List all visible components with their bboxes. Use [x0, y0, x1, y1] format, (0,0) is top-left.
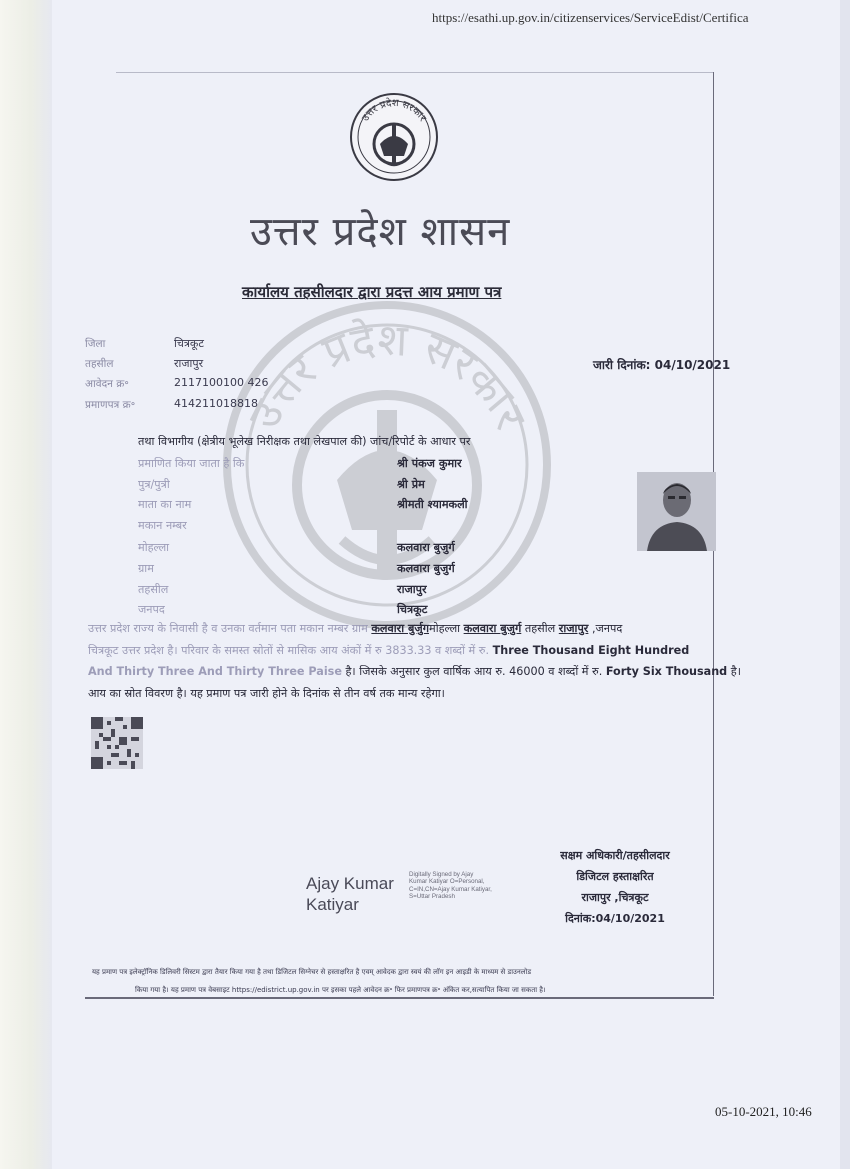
detail-label-6: तहसील: [138, 583, 169, 596]
print-timestamp: 05-10-2021, 10:46: [715, 1104, 812, 1119]
mother-name: श्रीमती श्यामकली: [397, 498, 468, 511]
detail-label-1: पुत्र/पुत्री: [138, 478, 170, 491]
up-government-emblem: [349, 92, 439, 182]
page-url: https://esathi.up.gov.in/citizenservices/ServiceEdist/Certifica: [432, 10, 749, 25]
digital-signed-label: डिजिटल हस्ताक्षरित: [576, 870, 654, 883]
detail-label-2: माता का नाम: [138, 498, 192, 511]
frame-bottom-border: [85, 997, 714, 999]
application-label: आवेदन क्र॰: [85, 378, 129, 390]
certificate-number: 414211018818: [174, 397, 258, 410]
detail-label-4: मोहल्ला: [138, 541, 170, 554]
applicant-photo: [637, 472, 716, 551]
detail-label-7: जनपद: [138, 603, 165, 616]
digital-signature-name: Ajay Kumar Katiyar: [306, 874, 394, 914]
para-line-3: And Thirty Three And Thirty Three Paise है। जिसके अनुसार कुल वार्षिक आय रु. 46000 व शब्दों में रु. Forty Six Thousand है।: [88, 665, 741, 678]
issuing-officer-block: [545, 845, 685, 929]
qr-code[interactable]: [91, 717, 143, 769]
mohalla-value: कलवारा बुजुर्ग: [397, 541, 455, 554]
svg-text:उत्तर प्रदेश सरकार: उत्तर प्रदेश सरकार: [360, 97, 428, 124]
issue-date: जारी दिनांक: 04/10/2021: [593, 358, 731, 372]
para-line-2: चित्रकूट उत्तर प्रदेश है। परिवार के समस्त स्रोतों से मासिक आय अंकों में रु 3833.33 व शब्दों में रु. Three Thousand Eight Hundred: [88, 644, 690, 657]
government-title: उत्तर प्रदेश शासन: [250, 209, 511, 255]
footer-line-2: किया गया है। यह प्रमाण पत्र वेबसाइट https://edistrict.up.gov.in पर इसका पहले आवेदन क्र॰ फिर प्रमाणपत्र क्र॰ अंकित कर,सत्यापित किया जा सकता है।: [135, 986, 546, 994]
officer-date: दिनांक:04/10/2021: [565, 912, 665, 925]
footer-line-1: यह प्रमाण पत्र इलेक्ट्रॉनिक डिलिवरी सिस्टम द्वारा तैयार किया गया है तथा डिजिटल सिग्नेचर से हस्ताक्षरित है एवम् आवेदक द्वारा स्वयं की लॉग इन आइडी के माध्यम से डाउनलोड: [92, 968, 532, 976]
detail-label-3: मकान नम्बर: [138, 519, 187, 532]
intro-line-1: तथा विभागीय (क्षेत्रीय भूलेख निरीक्षक तथा लेखपाल की) जांच/रिपोर्ट के आधार पर: [138, 435, 471, 448]
detail-label-5: ग्राम: [138, 562, 154, 575]
district-detail-value: चित्रकूट: [397, 603, 428, 616]
scan-right-edge: [840, 0, 850, 1169]
para-line-1: उत्तर प्रदेश राज्य के निवासी है व उनका वर्तमान पता मकान नम्बर ग्राम कलवारा बुर्जुगमोहल्ला कलवारा बुजुर्ग तहसील राजापुर ,जनपद: [88, 622, 623, 635]
certificate-subtitle: कार्यालय तहसीलदार द्वारा प्रदत्त आय प्रमाण पत्र: [242, 283, 502, 301]
district-label: जिला: [85, 338, 106, 350]
applicant-name: श्री पंकज कुमार: [397, 457, 462, 470]
application-number: 2117100100 426: [174, 376, 269, 389]
officer-location: राजापुर ,चित्रकूट: [581, 891, 649, 904]
tehsil-value: राजापुर: [174, 357, 204, 370]
district-value: चित्रकूट: [174, 337, 204, 350]
certificate-label: प्रमाणपत्र क्र॰: [85, 399, 136, 411]
watermark-emblem: [222, 300, 552, 630]
tehsil-detail-value: राजापुर: [397, 583, 427, 596]
svg-text:उत्तर प्रदेश सरकार: उत्तर प्रदेश सरकार: [238, 314, 536, 438]
village-value: कलवारा बुजुर्ग: [397, 562, 455, 575]
officer-title: सक्षम अधिकारी/तहसीलदार: [560, 849, 670, 862]
father-name: श्री प्रेम: [397, 478, 425, 491]
digital-signature-details: Digitally Signed by Ajay Kumar Katiyar O=Personal, C=IN,CN=Ajay Kumar Katiyar, S=Uttar Pradesh: [409, 871, 492, 901]
tehsil-label: तहसील: [85, 358, 114, 370]
intro-line-2: प्रमाणित किया जाता है कि: [138, 457, 245, 470]
para-line-4: आय का स्रोत विवरण है। यह प्रमाण पत्र जारी होने के दिनांक से तीन वर्ष तक मान्य रहेगा।: [88, 687, 445, 700]
scan-left-edge: [0, 0, 52, 1169]
